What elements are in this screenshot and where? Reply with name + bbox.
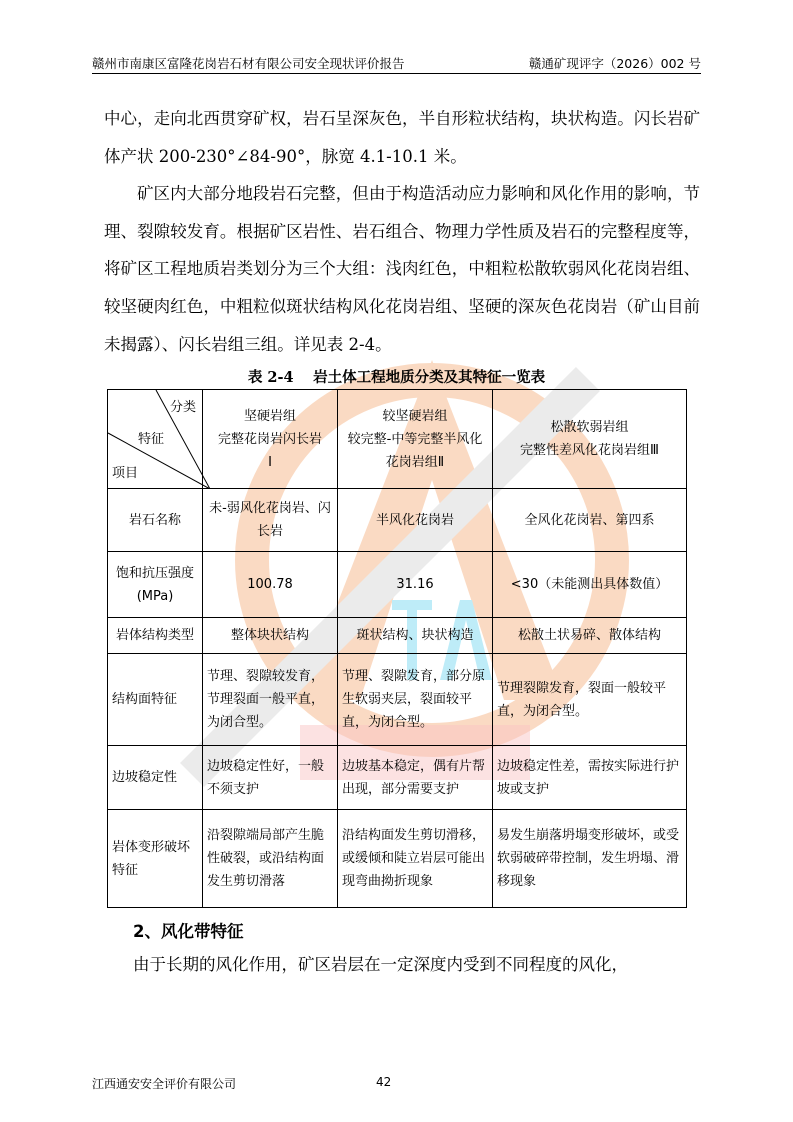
table-cell: 全风化花岗岩、第四系	[493, 489, 687, 552]
header-report-number: 赣通矿现评字（2026）002 号	[528, 56, 701, 71]
table-cell: 沿结构面发生剪切滑移，或缓倾和陡立岩层可能出现弯曲拗折现象	[338, 810, 493, 908]
table-row	[108, 654, 687, 746]
table-row	[108, 810, 687, 908]
row-label: 结构面特征	[108, 654, 203, 746]
table-row	[108, 552, 687, 618]
table-cell: <30（未能测出具体数值）	[493, 552, 687, 618]
corner-label-feature: 特征	[138, 432, 165, 448]
table-cell: 松散土状易碎、散体结构	[493, 618, 687, 654]
section-heading: 2、风化带特征	[133, 922, 244, 942]
table-row	[108, 489, 687, 552]
column-header: 较坚硬岩组 较完整-中等完整半风化花岗岩组Ⅱ	[338, 390, 493, 489]
page-header	[92, 54, 701, 74]
row-label: 边坡稳定性	[108, 746, 203, 810]
table-cell: 未-弱风化花岗岩、闪长岩	[203, 489, 338, 552]
page-body	[104, 100, 700, 984]
column-header: 松散软弱岩组 完整性差风化花岗岩组Ⅲ	[493, 390, 687, 489]
row-label: 岩体变形破坏特征	[108, 810, 203, 908]
table-cell: 半风化花岗岩	[338, 489, 493, 552]
table-cell: 节理、裂隙较发育，节理裂面一般平直，为闭合型。	[203, 654, 338, 746]
table-row	[108, 746, 687, 810]
table-cell: 节理、裂隙发育，部分原生软弱夹层，裂面较平直，为闭合型。	[338, 654, 493, 746]
paragraph-3: 由于长期的风化作用，矿区岩层在一定深度内受到不同程度的风化，	[133, 955, 628, 975]
row-label: 饱和抗压强度(MPa)	[108, 552, 203, 618]
table-cell: 31.16	[338, 552, 493, 618]
table-cell: 边坡基本稳定，偶有片帮出现，部分需要支护	[338, 746, 493, 810]
row-label: 岩石名称	[108, 489, 203, 552]
table-caption: 表 2-4 岩土体工程地质分类及其特征一览表	[247, 369, 546, 387]
table-cell: 节理裂隙发育，裂面一般较平直，为闭合型。	[493, 654, 687, 746]
paragraph-1: 中心，走向北西贯穿矿权，岩石呈深灰色，半自形粒状结构，块状构造。闪长岩矿体产状 200-230°∠84-90°，脉宽 4.1-10.1 米。	[104, 109, 700, 166]
classification-table	[107, 389, 687, 908]
table-cell: 边坡稳定性好，一般不须支护	[203, 746, 338, 810]
table-cell: 100.78	[203, 552, 338, 618]
table-cell: 斑状结构、块状构造	[338, 618, 493, 654]
footer-company: 江西通安安全评价有限公司	[92, 1077, 237, 1091]
paragraph-2: 矿区内大部分地段岩石完整，但由于构造活动应力影响和风化作用的影响，节理、裂隙较发育。根据矿区岩性、岩石组合、物理力学性质及岩石的完整程度等，将矿区工程地质岩类划分为三个大组：浅肉红色，中粗粒松散软弱风化花岗岩组、较坚硬肉红色，中粗粒似斑状结构风化花岗岩组、坚硬的深灰色花岗岩（矿山目前未揭露）、闪长岩组三组。详见表 2-4。	[104, 184, 700, 354]
corner-label-category: 分类	[169, 400, 196, 416]
table-cell: 边坡稳定性差，需按实际进行护坡或支护	[493, 746, 687, 810]
table-cell: 沿裂隙端局部产生脆性破裂，或沿结构面发生剪切滑落	[203, 810, 338, 908]
table-cell: 整体块状结构	[203, 618, 338, 654]
page-number: 42	[376, 1075, 392, 1089]
table-row	[108, 618, 687, 654]
page-footer	[92, 1055, 701, 1092]
corner-label-item: 项目	[112, 466, 139, 482]
column-header: 坚硬岩组 完整花岗岩闪长岩 Ⅰ	[203, 390, 338, 489]
table-cell: 易发生崩落坍塌变形破坏，或受软弱破碎带控制，发生坍塌、滑移现象	[493, 810, 687, 908]
row-label: 岩体结构类型	[108, 618, 203, 654]
corner-header-cell	[108, 390, 203, 489]
header-title: 赣州市南康区富隆花岗岩石材有限公司安全现状评价报告	[92, 56, 405, 71]
